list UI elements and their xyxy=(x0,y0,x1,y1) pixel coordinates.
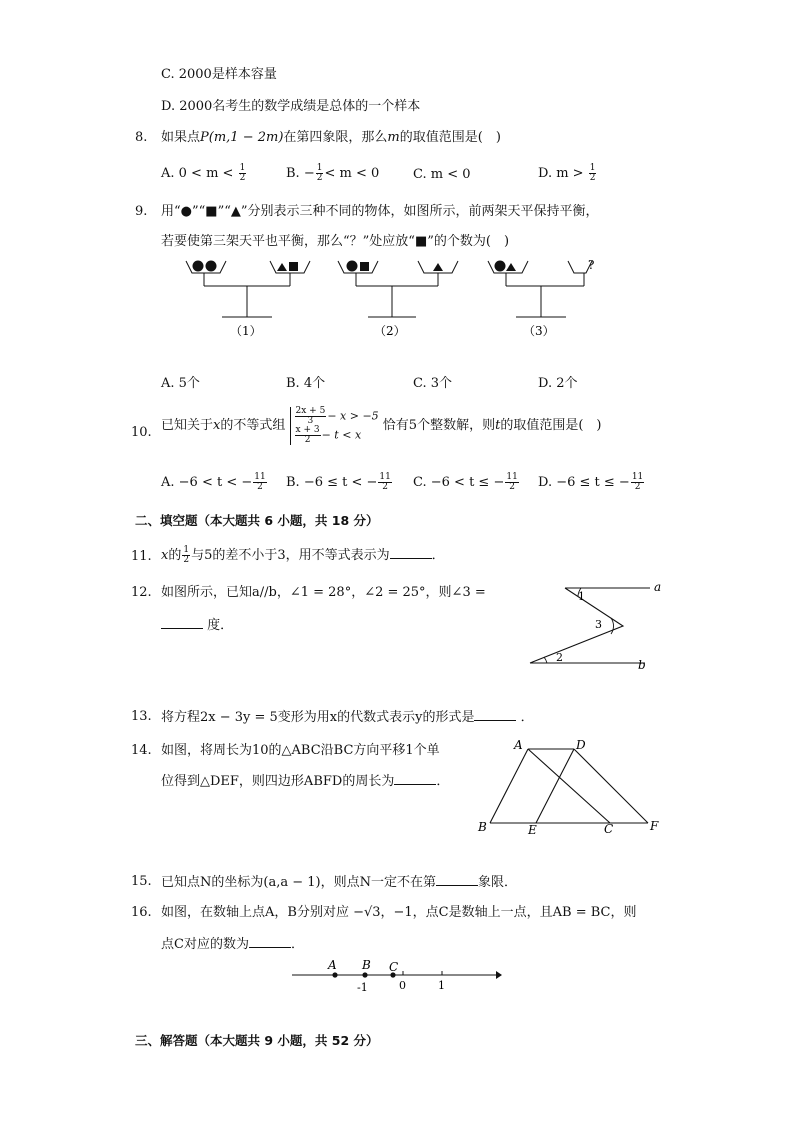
frac-num: 1 xyxy=(239,163,246,173)
q8-stem-b: 在第四象限，那么 xyxy=(283,130,388,145)
q10-option-b-text: B. −6 ≤ t < − xyxy=(286,475,378,490)
q10-number: 10. xyxy=(131,425,152,440)
balance-3-label: （3） xyxy=(523,324,555,338)
square-object xyxy=(289,262,298,271)
q11-end: ． xyxy=(431,548,445,563)
q13-text: 将方程2x − 3y = 5变形为用x的代数式表示y的形式是 xyxy=(161,710,475,725)
answer-blank[interactable] xyxy=(249,935,291,948)
angle-3-label: 3 xyxy=(595,618,602,631)
q8-stem xyxy=(161,129,501,147)
q16-line2-text: 点C对应的数为 xyxy=(161,937,249,952)
answer-blank[interactable] xyxy=(474,708,516,721)
q9-number: 9. xyxy=(135,204,148,219)
q8-stem-a: 如果点 xyxy=(161,130,201,145)
q10-option-b xyxy=(286,473,393,492)
question-mark: ? xyxy=(588,258,595,272)
label-c: C xyxy=(389,960,399,974)
tick-minus-1: -1 xyxy=(357,981,368,994)
q9-line1: 用“●”“■”“▲”分别表示三种不同的物体，如图所示，前两架天平保持平衡， xyxy=(161,204,599,219)
answer-blank[interactable] xyxy=(394,772,436,785)
frac-den: 2 xyxy=(634,482,641,492)
arrow-head xyxy=(496,971,502,979)
frac-num: x + 3 xyxy=(295,425,320,435)
frac-num: 2x + 5 xyxy=(295,406,326,416)
label-a: A xyxy=(328,958,337,972)
section-3-heading: 三、解答题（本大题共 9 小题，共 52 分） xyxy=(135,1033,379,1048)
point-b xyxy=(362,972,367,977)
balance-figure xyxy=(180,255,620,345)
vertex-c: C xyxy=(604,822,614,836)
frac-num: 11 xyxy=(506,472,518,482)
triangle-object xyxy=(277,263,287,271)
q8-stem-c: 的取值范围是( ) xyxy=(399,130,501,145)
balance-2-label: （2） xyxy=(374,324,406,338)
q8-option-d-text: D. m > xyxy=(538,166,584,181)
q10-var-t: t xyxy=(495,418,501,433)
answer-blank[interactable] xyxy=(436,873,478,886)
triangle-object xyxy=(506,263,516,271)
vertex-b: B xyxy=(478,820,487,834)
frac-num: 11 xyxy=(254,472,266,482)
label-b: B xyxy=(362,958,371,972)
q8-option-a xyxy=(161,164,247,183)
angle-2-label: 2 xyxy=(556,651,563,664)
ineq-frac-1 xyxy=(295,407,327,426)
q8-var-m: m xyxy=(387,130,400,145)
q16-line1: 如图，在数轴上点A，B分别对应 −√3，−1，点C是数轴上一点，且AB = BC，则 xyxy=(161,905,637,920)
q10-stem-c: 恰有5个整数解，则 xyxy=(382,418,496,433)
q16-line2 xyxy=(161,935,304,954)
q10-option-a xyxy=(161,473,268,492)
ineq-1: − x > −5 xyxy=(327,409,379,423)
point-a xyxy=(332,972,337,977)
q10-option-a-text: A. −6 < t < − xyxy=(161,475,253,490)
frac-den: 2 xyxy=(183,555,190,565)
q9-option-d: D. 2个 xyxy=(538,376,578,391)
section-2-heading: 二、填空题（本大题共 6 小题，共 18 分） xyxy=(135,513,379,528)
q13-number: 13. xyxy=(131,709,152,724)
answer-blank[interactable] xyxy=(390,546,432,559)
vertex-f: F xyxy=(650,819,659,833)
q15-stem xyxy=(161,873,517,892)
circle-object xyxy=(495,261,506,272)
triangle-object xyxy=(433,263,443,271)
fraction-11-2 xyxy=(378,473,391,492)
ineq-frac-2 xyxy=(295,426,321,445)
answer-blank[interactable] xyxy=(161,616,203,629)
q16-number: 16. xyxy=(131,905,152,920)
q15-number: 15. xyxy=(131,874,152,889)
q10-option-c-text: C. −6 < t ≤ − xyxy=(413,475,505,490)
q9-option-b: B. 4个 xyxy=(286,376,326,391)
frac-den: 2 xyxy=(316,173,323,183)
frac-num: 1 xyxy=(183,545,190,555)
q9-option-c: C. 3个 xyxy=(413,376,453,391)
q7-option-c: C. 2000是样本容量 xyxy=(161,67,277,82)
q14-line2-text: 位得到△DEF，则四边形ABFD的周长为 xyxy=(161,774,395,789)
q12-line2-end: 度． xyxy=(207,618,234,633)
q11-number: 11. xyxy=(131,549,152,564)
q8-option-c: C. m < 0 xyxy=(413,167,471,182)
vertex-e: E xyxy=(528,823,537,837)
inequality-system xyxy=(290,407,379,445)
q13-stem xyxy=(161,708,534,727)
q14-line2 xyxy=(161,772,449,791)
tick-1: 1 xyxy=(438,979,445,992)
number-line-figure xyxy=(290,955,505,997)
q10-stem-d: 的取值范围是( ) xyxy=(500,418,602,433)
frac-den: 2 xyxy=(589,173,596,183)
q12-number: 12. xyxy=(131,585,152,600)
angle-1-label: 1 xyxy=(578,590,585,603)
frac-num: 11 xyxy=(631,472,644,482)
q15-end: 象限． xyxy=(477,875,517,890)
fraction-half xyxy=(316,164,324,183)
q10-option-c xyxy=(413,473,520,492)
frac-den: 3 xyxy=(307,416,314,426)
q8-option-b-end: < m < 0 xyxy=(324,166,380,181)
q10-stem xyxy=(161,407,601,445)
balance-1-label: （1） xyxy=(230,324,262,338)
q10-option-d-text: D. −6 ≤ t ≤ − xyxy=(538,475,630,490)
vertex-d: D xyxy=(576,738,586,752)
q8-option-b xyxy=(286,164,379,183)
frac-den: 2 xyxy=(239,173,246,183)
fraction-11-2 xyxy=(505,473,518,492)
q11-text-a: 的 xyxy=(168,548,182,563)
q14-line1: 如图，将周长为10的△ABC沿BC方向平移1个单 xyxy=(161,743,440,758)
fraction-half xyxy=(589,164,597,183)
frac-den: 2 xyxy=(382,482,389,492)
q8-number: 8. xyxy=(135,130,148,145)
q9-option-a: A. 5个 xyxy=(161,376,200,391)
q15-text: 已知点N的坐标为(a,a − 1)，则点N一定不在第 xyxy=(161,875,436,890)
fraction-half xyxy=(239,164,247,183)
label-a: a xyxy=(654,580,662,594)
frac-den: 2 xyxy=(304,435,311,445)
q13-end: ． xyxy=(520,710,534,725)
q12-line2 xyxy=(161,616,233,635)
q8-option-d xyxy=(538,164,597,183)
q10-option-d xyxy=(538,473,645,492)
q10-stem-b: 的不等式组 xyxy=(220,418,286,433)
q11-stem xyxy=(161,546,445,565)
q10-var-x: x xyxy=(213,418,221,433)
q8-point: P(m,1 − 2m) xyxy=(200,130,284,145)
frac-num: 11 xyxy=(379,472,391,482)
q9-line2: 若要使第三架天平也平衡，那么“？”处应放“■”的个数为( ) xyxy=(161,234,510,249)
q11-text-b: 与5的差不小于3，用不等式表示为 xyxy=(191,548,390,563)
frac-num: 1 xyxy=(589,163,596,173)
parallel-lines-figure xyxy=(525,578,685,674)
square-object xyxy=(360,262,369,271)
q14-end: ． xyxy=(436,774,450,789)
q8-option-a-text: A. 0 < m < xyxy=(161,166,234,181)
fraction-half xyxy=(182,546,190,565)
circle-object xyxy=(193,261,204,272)
frac-den: 2 xyxy=(257,482,263,492)
q11-var-x: x xyxy=(161,548,169,563)
ineq-row-1 xyxy=(294,407,379,426)
fraction-11-2 xyxy=(631,473,644,492)
q14-number: 14. xyxy=(131,743,152,758)
tick-0: 0 xyxy=(399,979,406,992)
ineq-2: − t < x xyxy=(321,428,362,442)
circle-object xyxy=(347,261,358,272)
vertex-a: A xyxy=(514,738,523,752)
frac-den: 2 xyxy=(509,482,515,492)
fraction-11-2 xyxy=(253,473,266,492)
q8-option-b-text: B. − xyxy=(286,166,315,181)
circle-object xyxy=(206,261,217,272)
triangle-translation-figure xyxy=(470,735,670,840)
q7-option-d: D. 2000名考生的数学成绩是总体的一个样本 xyxy=(161,99,421,114)
frac-num: 1 xyxy=(316,163,323,173)
q10-stem-a: 已知关于 xyxy=(161,418,214,433)
q16-end: ． xyxy=(290,937,304,952)
label-b: b xyxy=(638,658,646,672)
ineq-row-2 xyxy=(294,426,379,445)
q12-line1: 如图所示，已知a//b，∠1 = 28°，∠2 = 25°，则∠3 = xyxy=(161,585,486,600)
